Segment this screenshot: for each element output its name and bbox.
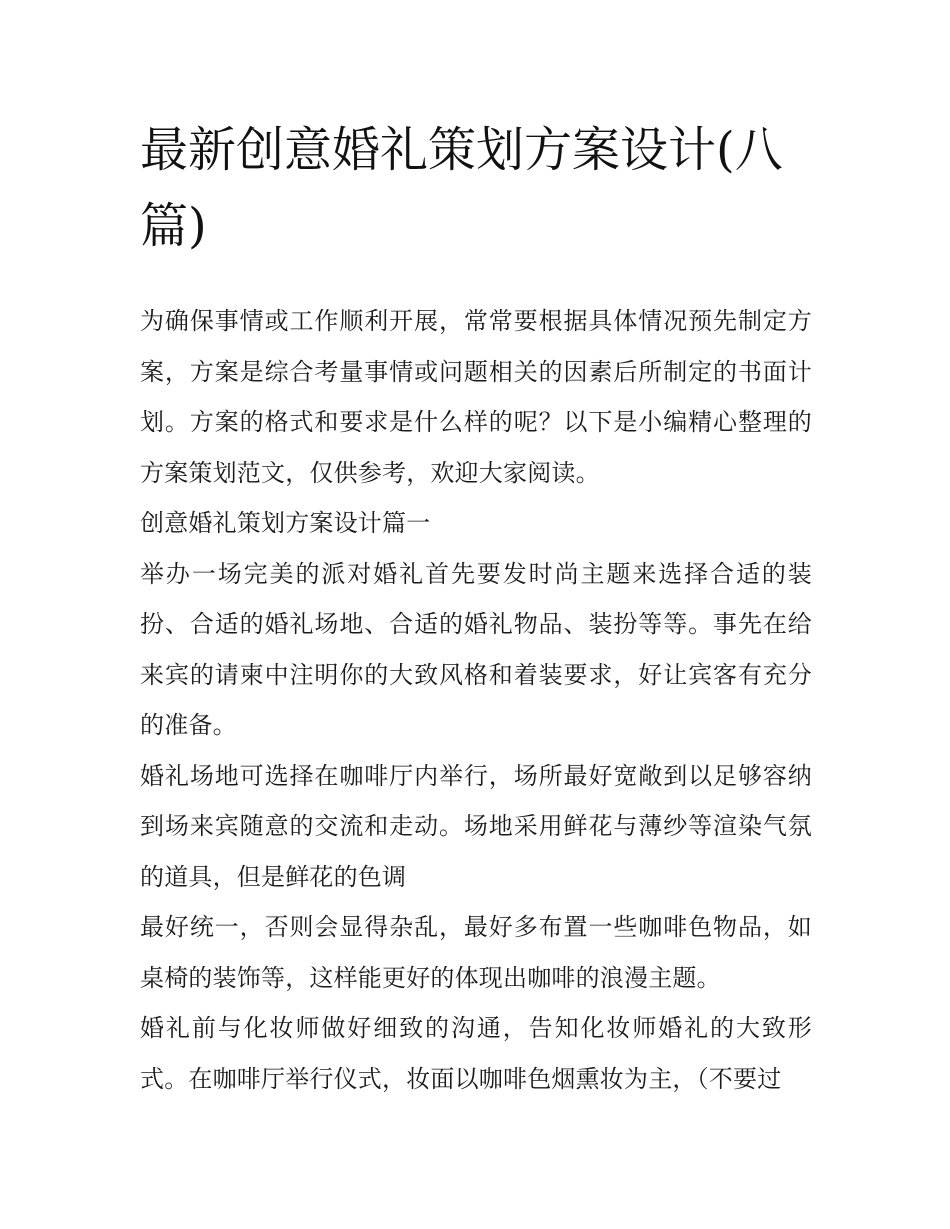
document-title: 最新创意婚礼策划方案设计(八篇) xyxy=(140,122,783,254)
intro-paragraph: 为确保事情或工作顺利开展，常常要根据具体情况预先制定方案，方案是综合考量事情或问题相关的因素后所制定的书面计划。方案的格式和要求是什么样的呢？以下是小编精心整理的方案策划范文，仅供参考，欢迎大家阅读。 xyxy=(140,307,812,487)
document-body xyxy=(140,112,812,1104)
body-paragraph: 最好统一，否则会显得杂乱，最好多布置一些咖啡色物品，如桌椅的装饰等，这样能更好的体现出咖啡的浪漫主题。 xyxy=(140,913,812,992)
body-paragraph: 婚礼场地可选择在咖啡厅内举行，场所最好宽敞到以足够容纳到场来宾随意的交流和走动。场地采用鲜花与薄纱等渲染气氛的道具，但是鲜花的色调 xyxy=(140,761,812,891)
section-heading: 创意婚礼策划方案设计篇一 xyxy=(140,509,431,537)
body-paragraph: 婚礼前与化妆师做好细致的沟通，告知化妆师婚礼的大致形式。在咖啡厅举行仪式，妆面以咖啡色烟熏妆为主，（不要过 xyxy=(140,1014,812,1093)
body-paragraph: 举办一场完美的派对婚礼首先要发时尚主题来选择合适的装扮、合适的婚礼场地、合适的婚礼物品、装扮等等。事先在给来宾的请柬中注明你的大致风格和着装要求，好让宾客有充分的准备。 xyxy=(140,559,812,739)
